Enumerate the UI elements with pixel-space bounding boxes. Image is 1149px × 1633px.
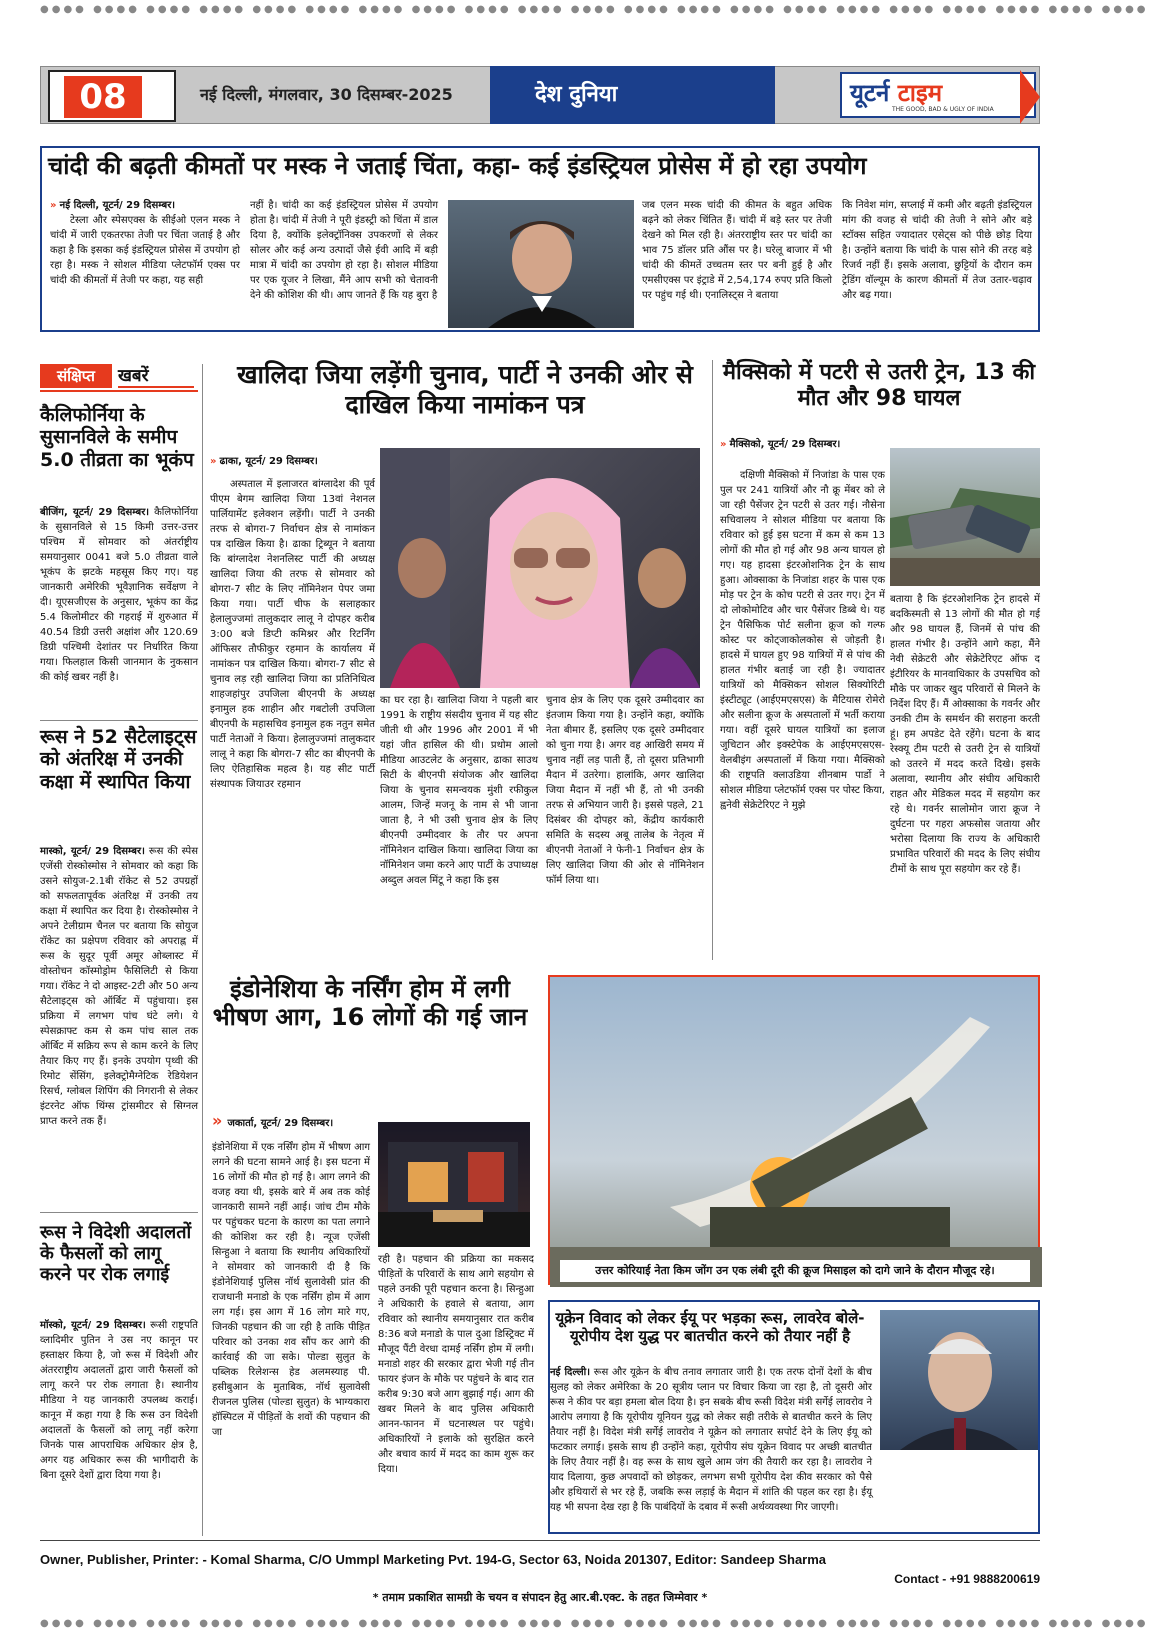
missile-photo-caption: उत्तर कोरियाई नेता किम जोंग उन एक लंबी दूरी की क्रूज मिसाइल को दागे जाने के दौरान मौजूद रहे। bbox=[560, 1260, 1030, 1282]
brief-quake-body: कैलिफोर्निया के सुसानविले से 15 किमी उत्तर-उत्तर पश्चिम में सोमवार को अंतर्राष्ट्रीय समयानुसार 0041 बजे 5.0 तीव्रता वाले भूकंप के झटके महसूस किए गए। यह जानकारी अमेरिकी भूवैज्ञानिक सर्वेक्षण ने दी। यूएसजीएस के अनुसार, भूकंप का केंद्र 5.4 किलोमीटर की गहराई में शुरुआत में 40.54 डिग्री उत्तरी अक्षांश और 120.69 डिग्री पश्चिमी देशांतर पर निर्धारित किया गया। फिलहाल किसी जानमान के नुकसान की कोई खबर नहीं है। bbox=[40, 507, 198, 683]
photo-nursing-home-fire bbox=[378, 1122, 530, 1247]
story-musk-col4: कि निवेश मांग, सप्लाई में कमी और बढ़ती इंडस्ट्रियल मांग की वजह से चांदी की तेजी ने सोने और बड़े स्टॉक्स सहित ज्यादातर एसेट्स को पीछे छोड़ दिया है। उन्होंने बताया कि चांदी के पास सोने की तरह बड़े रिजर्व नहीं हैं। इसके अलावा, छुट्टियों के दौरान कम ट्रेडिंग वॉल्यूम के कारण कीमतों में तेज उतार-चढ़ाव और बढ़ गया। bbox=[842, 200, 1032, 301]
brief-courts bbox=[40, 1318, 198, 1528]
brief-label-box: संक्षिप्त bbox=[40, 364, 112, 388]
story-indonesia-col1: इंडोनेशिया में एक नर्सिंग होम में भीषण आग लगने की घटना सामने आई है। इस घटना में 16 लोगों की मौत हो गई है। आग लगने की वजह क्या थी, इसके बारे में अब तक कोई जानकारी सामने नहीं आई। जांच टीम मौके पर पहुंचकर घटना के कारण का पता लगाने की कोशिश कर रही है। न्यूज एजेंसी सिन्हुआ ने बताया कि स्थानीय अधिकारियों ने सोमवार को जानकारी दी है कि इंडोनेशियाई पुलिस नॉर्थ सुलावेसी प्रांत की राजधानी मनाडो के एक नर्सिंग होम में आग लग गई। इस आग में 16 लोग मारे गए, जिनकी पहचान की जा रही है ताकि पीड़ित परिवार को उनका शव सौंप कर आगे की कार्रवाई की जा सके। पोल्डा सुलुत के पब्लिक रिलेशन्स हेड अलमस्याह पी. हसीबुआन के मुताबिक, नॉर्थ सुलावेसी रीजनल पुलिस (पोल्डा सुलुत) के भाग्यकारा हॉस्पिटल में पीड़ितों के शवों की पहचान की जा bbox=[212, 1142, 370, 1438]
story-khaleda-col1-text: अस्पताल में इलाजरत बांग्लादेश की पूर्व पीएम बेगम खालिदा जिया 13वां नेशनल पार्लियामेंट इलेक्शन लड़ेंगी। पार्टी ने उनकी तरफ से बोगरा-7 निर्वाचन क्षेत्र से नामांकन पत्र दाखिल किया है। ढाका ट्रिब्यून ने बताया कि बांग्लादेश नेशनलिस्ट पार्टी की अध्यक्ष खालिदा जिया की तरफ से सोमवार को बोगरा-7 सीट के लिए नॉमिनेशन पेपर जमा किया गया। पार्टी चीफ के सलाहकार हेलालुज्जमां तालुकदार लालू ने दोपहर करीब 3:00 बजे डिप्टी कमिश्नर और रिटर्निंग ऑफिसर तौफीकुर रहमान के कार्यालय में नामांकन पत्र दाखिल किया। बोगरा-7 सीट से चुनाव लड़ रही खालिदा जिया का प्रतिनिधित्व शाहजहांपुर उपजिला बीएनपी के अध्यक्ष इनामुल हक शाहीन और गबटोली उपजिला बीएनपी के महासचिव इनामुल हक नतुन समेत पार्टी नेताओं ने किया। हेलालुज्जमां तालुकदार लालू ने कहा कि बोगरा-7 सीट का बीएनपी के लिए ऐतिहासिक महत्व है। यह सीट पार्टी संस्थापक जियाउर रहमान bbox=[210, 479, 375, 790]
brief-quake-dateline: बीजिंग, यूटर्न/ 29 दिसम्बर। bbox=[40, 507, 150, 518]
story-musk-col2: नहीं है। चांदी का कई इंडस्ट्रियल प्रोसेस में उपयोग होता है। चांदी में तेजी ने पूरी इंडस्ट्री को चिंता में डाल दिया है, क्योंकि इलेक्ट्रॉनिक्स उपकरणों से लेकर सोलर और कई अन्य उत्पादों जैसे ईवी आदि में बड़ी मात्रा में चांदी का उपयोग हो रहा है। सोशल मीडिया पर एक यूजर ने लिखा, मैंने आप सभी को चेतावनी देने की कोशिश की थी। आप जानते हैं कि यह बुरा है bbox=[250, 200, 438, 301]
story-lavrov-dateline: नई दिल्ली। bbox=[550, 1367, 591, 1378]
newspaper-logo bbox=[840, 72, 1036, 118]
story-musk-col1-text: टेस्ला और स्पेसएक्स के सीईओ एलन मस्क ने चांदी में जारी एकतरफा तेजी पर चिंता जताई है और कहा है कि इसका कई इंडस्ट्रियल प्रोसेस में उपयोग हो रहा है। मस्क ने सोशल मीडिया प्लेटफॉर्म एक्स पर चांदी की कीमतों में तेजी पर कहा, यह सही bbox=[50, 215, 240, 286]
section-title: देश दुनिया bbox=[490, 66, 775, 124]
story-lavrov-body: रूस और यूक्रेन के बीच तनाव लगातार जारी है। एक तरफ दोनों देशों के बीच सुलह को लेकर अमेरिका के 20 सूत्रीय प्लान पर विचार किया जा रहा है, तो दूसरी ओर रूस ने कीव पर बड़ा हमला बोल दिया है। इन सबके बीच रूसी विदेश मंत्री सर्गेई लावरोव ने आरोप लगाया है कि यूरोपीय यूनियन युद्ध को लेकर सही तरीके से बातचीत करने के लिए तैयार नहीं है। विदेश मंत्री सर्गेई लावरोव ने यूक्रेन को लगातार सपोर्ट देने के लिए ईयू को फटकार लगाई। इसके साथ ही उन्होंने कहा, यूरोपीय संघ यूक्रेन विवाद पर अच्छी बातचीत के लिए तैयार नहीं है। वह रूस के साथ खुले आम जंग की तैयारी कर रहा है। लावरोव ने याद दिलाया, कुछ अपवादों को छोड़कर, लगभग सभी यूरोपीय देश कीव सरकार को पैसे और हथियारों से भर रहे हैं, जबकि रूस लड़ाई के मैदान में शांति की पहल कर रहा है। ईयू यह भी सपना देख रहा है कि पाबंदियों के दबाव में रूसी अर्थव्यवस्था गिर जाएगी। bbox=[550, 1367, 873, 1513]
story-musk-col3: जब एलन मस्क चांदी की कीमत के बहुत अधिक बढ़ने को लेकर चिंतित हैं। चांदी में बड़े स्तर पर तेजी देखने को मिल रही है। अंतरराष्ट्रीय स्तर पर चांदी का भाव 75 डॉलर प्रति औंस पर है। घरेलू बाजार में भी चांदी की कीमतें उच्चतम स्तर पर बनी हुई है और एमसीएक्स पर इंट्राडे में 2,54,174 रुपए प्रति किलो पर पहुंच गई थी। एनालिस्ट्स ने बताया bbox=[642, 200, 832, 301]
story-indonesia-dateline: जकार्ता, यूटर्न/ 29 दिसम्बर। bbox=[227, 1118, 334, 1129]
page-number: 08 bbox=[64, 76, 142, 118]
logo-main: यूटर्न bbox=[850, 79, 890, 107]
brief-russia-headline: रूस ने 52 सैटेलाइट्स को अंतरिक्ष में उनकी कक्षा में स्थापित किया bbox=[40, 726, 197, 793]
story-indonesia-col2: रही है। पहचान की प्रक्रिया का मकसद पीड़ितों के परिवारों के साथ आगे सहयोग से पहले उनकी पूरी पहचान करना है। सिन्हुआ ने अधिकारी के हवाले से बताया, आग रविवार को स्थानीय समयानुसार रात करीब 8:36 बजे मनाडो के पाल दुआ डिस्ट्रिक्ट में मौजूद पैंटी वेरधा दामई नर्सिंग होम में लगी। मनाडो शहर की सरकार द्वारा भेजी गई तीन फायर इंजन के मौके पर पहुंचने के बाद रात करीब 9:30 बजे आग बुझाई गई। आग की खबर मिलने के बाद पुलिस अधिकारी आनन-फानन में घटनास्थल पर पहुंचे। अधिकारियों ने इलाके को सुरक्षित करने और बचाव कार्य में मदद का काम शुरू कर दिया। bbox=[378, 1254, 534, 1475]
footer-contact: Contact - +91 9888200619 bbox=[894, 1572, 1040, 1586]
brief-rule bbox=[40, 390, 198, 392]
story-khaleda-col1: » ढाका, यूटर्न/ 29 दिसम्बर। अस्पताल में इलाजरत बांग्लादेश की पूर्व पीएम बेगम खालिदा जिया 13वां नेशनल पार्लियामेंट इलेक्शन लड़ेंगी। पार्टी ने उनकी तरफ से बोगरा-7 निर्वाचन क्षेत्र से नामांकन पत्र दाखिल किया है। ढाका ट्रिब्यून ने बताया कि बांग्लादेश नेशनलिस्ट पार्टी की अध्यक्ष खालिदा जिया की तरफ से सोमवार को बोगरा-7 सीट के लिए नॉमिनेशन पेपर जमा किया गया। पार्टी चीफ के सलाहकार हेलालुज्जमां तालुकदार लालू ने दोपहर करीब 3:00 बजे डिप्टी कमिश्नर और रिटर्निंग ऑफिसर तौफीकुर रहमान के कार्यालय में नामांकन पत्र दाखिल किया। बोगरा-7 सीट से चुनाव लड़ रही खालिदा जिया का प्रतिनिधित्व शाहजहांपुर उपजिला बीएनपी के अध्यक्ष इनामुल हक शाहीन और गबटोली उपजिला बीएनपी के महासचिव इनामुल हक नतुन समेत पार्टी नेताओं ने किया। हेलालुज्जमां तालुकदार लालू ने कहा कि बोगरा-7 सीट का बीएनपी के लिए ऐतिहासिक महत्व है। यह सीट पार्टी संस्थापक जियाउर रहमान bbox=[210, 456, 375, 790]
story-lavrov-headline: यूक्रेन विवाद को लेकर ईयू पर भड़का रूस, लावरेव बोले- यूरोपीय देश युद्ध पर बातचीत करने को तैयार नहीं है bbox=[555, 1309, 865, 1345]
footer-imprint: Owner, Publisher, Printer: - Komal Sharma, C/O Ummpl Marketing Pvt. 194-G, Sector 63, Noida 201307, Editor: Sandeep Sharma bbox=[40, 1552, 827, 1567]
story-khaleda-dateline: ढाका, यूटर्न/ 29 दिसम्बर। bbox=[219, 456, 318, 467]
page-number-box bbox=[48, 70, 176, 122]
logo-tagline: THE GOOD, BAD & UGLY OF INDIA bbox=[892, 106, 994, 113]
story-mexico-col1: » मैक्सिको, यूटर्न/ 29 दिसम्बर। दक्षिणी मैक्सिको में निजांडा के पास एक पुल पर 241 यात्रियों और नौ क्रू मेंबर को ले जा रही पैसेंजर ट्रेन पटरी से उतर गई। नौसेना सचिवालय ने सोशल मीडिया पर बताया कि रविवार को हुई इस घटना में कम से कम 13 लोगों की मौत हो गई और 98 अन्य घायल हो गए। यह हादसा इंटरओशनिक ट्रेन के साथ हुआ। ओक्साका के निजांडा शहर के पास एक मोड़ पर ट्रेन के कोच पटरी से उतर गए। ट्रेन में दो लोकोमोटिव और चार पैसेंजर डिब्बे थे। यह ट्रेन पैसिफिक पोर्ट सलीना क्रूज को गल्फ कोस्ट पर कोट्जाकोलकोस से जोड़ती है। हादसे में घायल हुए 98 यात्रियों में से पांच की हालत गंभीर बताई जा रही है। ज्यादातर यात्रियों को मैक्सिकन सोशल सिक्योरिटी इंस्टीट्यूट (आईएमएसएस) के मैटियास रोमेरो और सलीना क्रूज के अस्पतालों में भर्ती कराया गया। वहीं दूसरे घायल यात्रियों का इलाज जुचिटान और इक्स्टेपेक के आईएमएसएस-वेलबीइंग अस्पतालों में किया गया। मैक्सिको की राष्ट्रपति क्लाउडिया शीनबाम पार्डो ने सोशल मीडिया प्लेटफॉर्म एक्स पर पोस्ट किया, ह्वनेवी सेक्रेटेरिएट ने मुझे bbox=[720, 439, 885, 811]
brief-quake bbox=[40, 505, 198, 715]
story-mexico-headline: मैक्सिको में पटरी से उतरी ट्रेन, 13 की मौत और 98 घायल bbox=[722, 360, 1036, 411]
photo-missile-launch bbox=[548, 975, 1040, 1285]
brief-courts-headline: रूस ने विदेशी अदालतों के फैसलों को लागू करने पर रोक लगाई bbox=[40, 1222, 192, 1286]
photo-elon-musk bbox=[448, 200, 634, 328]
story-mexico-col2: बताया है कि इंटरओशनिक ट्रेन हादसे में बदकिस्मती से 13 लोगों की मौत हो गई और 98 घायल हैं, जिनमें से पांच की हालत गंभीर है। उन्होंने आगे कहा, मैंने नेवी सेक्रेटरी और सेक्रेटेरिएट ऑफ द इंटीरियर के मानवाधिकार के उपसचिव को मौके पर जाकर खुद परिवारों से मिलने के निर्देश दिए हैं। मैं ओक्साका के गवर्नर और उनकी टीम के समर्थन की सराहना करती हूं। हम अपडेट देते रहेंगे। घटना के बाद रेस्क्यू टीम पटरी से उतरी ट्रेन से यात्रियों को उतरने में मदद करते दिखे। इसके अलावा, स्थानीय और संघीय अधिकारी राहत और मेडिकल मदद में सहयोग कर रहे थे। गवर्नर सालोमोन जारा क्रूज ने दुर्घटना पर गहरा अफसोस जताया और भरोसा दिलाया कि राज्य के अधिकारी प्रभावित परिवारों की मदद के लिए संघीय टीमों के साथ पूरा सहयोग कर रहे हैं। bbox=[890, 594, 1040, 875]
story-mexico-col1-text: दक्षिणी मैक्सिको में निजांडा के पास एक पुल पर 241 यात्रियों और नौ क्रू मेंबर को ले जा रही पैसेंजर ट्रेन पटरी से उतर गई। नौसेना सचिवालय ने सोशल मीडिया पर बताया कि रविवार को हुई इस घटना में कम से कम 13 लोगों की मौत हो गई और 98 अन्य घायल हो गए। यह हादसा इंटरओशनिक ट्रेन के साथ हुआ। ओक्साका के निजांडा शहर के पास एक मोड़ पर ट्रेन के कोच पटरी से उतर गए। ट्रेन में दो लोकोमोटिव और चार पैसेंजर डिब्बे थे। यह ट्रेन पैसिफिक पोर्ट सलीना क्रूज को गल्फ कोस्ट पर कोट्जाकोलकोस से जोड़ती है। हादसे में घायल हुए 98 यात्रियों में से पांच की हालत गंभीर बताई जा रही है। ज्यादातर यात्रियों को मैक्सिकन सोशल सिक्योरिटी इंस्टीट्यूट (आईएमएसएस) के मैटियास रोमेरो और सलीना क्रूज के अस्पतालों में भर्ती कराया गया। वहीं दूसरे घायल यात्रियों का इलाज जुचिटान और इक्स्टेपेक के आईएमएसएस-वेलबीइंग अस्पतालों में किया गया। मैक्सिको की राष्ट्रपति क्लाउडिया शीनबाम पार्डो ने सोशल मीडिया प्लेटफॉर्म एक्स पर पोस्ट किया, ह्वनेवी सेक्रेटेरिएट ने मुझे bbox=[720, 470, 885, 811]
photo-khaleda-zia bbox=[380, 448, 700, 688]
brief-quake-headline: कैलिफोर्निया के सुसानविले के समीप 5.0 तीव्रता का भूकंप bbox=[40, 404, 194, 471]
brief-divider bbox=[40, 720, 198, 721]
footer-disclaimer: * तमाम प्रकाशित सामग्री के चयन व संपादन हेतु आर.बी.एक्ट. के तहत जिम्मेवार * bbox=[372, 1591, 708, 1604]
brief-courts-body: रूसी राष्ट्रपति व्लादिमीर पुतिन ने उस नए कानून पर हस्ताक्षर किया है, जो रूस में विदेशी और अंतरराष्ट्रीय अदालतों द्वारा जारी फैसलों को लागू करने पर रोक लगाता है। स्थानीय मीडिया ने यह जानकारी उपलब्ध कराई। कानून में कहा गया है कि रूस उन विदेशी अदालतों के फैसलों को लागू नहीं करेगा जिनके पास आपराधिक अधिकार क्षेत्र है, अगर यह अधिकार रूस की भागीदारी के बिना दूसरे देशों द्वारा दिया गया है। bbox=[40, 1320, 198, 1481]
story-musk-dateline: नई दिल्ली, यूटर्न/ 29 दिसम्बर। bbox=[59, 200, 176, 211]
story-mexico-dateline: मैक्सिको, यूटर्न/ 29 दिसम्बर। bbox=[729, 439, 841, 450]
brief-russia-body: रूस की स्पेस एजेंसी रोस्कोस्मोस ने सोमवार को कहा कि उसने सोयुज-2.1बी रॉकेट से 52 उपग्रहों को सफलतापूर्वक अंतरिक्ष में उनकी तय कक्षा में स्थापित कर दिया है। रोस्कोस्मोस ने अपने टेलीग्राम चैनल पर बताया कि सोयुज रॉकेट का प्रक्षेपण रविवार को अपराह्न में रूस के सुदूर पूर्वी अमूर ओब्लास्ट में वोस्तोचन कॉस्मोड्रोम फैसिलिटी से किया गया। रॉकेट ने दो आइस्ट-2टी और 50 अन्य सैटेलाइट्स को ऑर्बिट में पहुंचाया। इस प्रक्रिया में लगभग पांच घंटे लगे। ये स्पेसक्राफ्ट कम से कम पांच साल तक ऑर्बिट में सक्रिय रूप से काम करने के लिए तैयार किए गए हैं। इनके उपयोग पृथ्वी की रिमोट सेंसिंग, इलेक्ट्रोमैग्नेटिक रेडियेशन रिसर्च, ग्लोबल शिपिंग की निगरानी से लेकर इंटरनेट ऑफ थिंग्स ट्रांसमीटर से सिग्नल प्राप्त करने तक हैं। bbox=[40, 846, 199, 1127]
story-khaleda-headline: खालिदा जिया लड़ेंगी चुनाव, पार्टी ने उनकी ओर से दाखिल किया नामांकन पत्र bbox=[237, 360, 693, 419]
brief-russia bbox=[40, 844, 198, 1208]
column-rule-2 bbox=[712, 360, 713, 960]
date-line: नई दिल्ली, मंगलवार, 30 दिसम्बर-2025 bbox=[200, 85, 453, 104]
story-khaleda-col2: का घर रहा है। खालिदा जिया ने पहली बार 1991 के राष्ट्रीय संसदीय चुनाव में यह सीट जीती थी और 1996 और 2001 में भी यहां जीत हासिल की थी। प्रथोम आलो मीडिया आउटलेट के अनुसार, ढाका साउथ सिटी के बीएनपी संयोजक और खालिदा जिया के चुनाव समन्वयक मुंशी रफीकुल आलम, जिन्हें मजनू के नाम से भी जाना जाता है, ने भी उसी चुनाव क्षेत्र के लिए बीएनपी उम्मीदवार के तौर पर अपना नॉमिनेशन दाखिल किया। खालिदा जिया का नॉमिनेशन जमा करने आए पार्टी के उपाध्यक्ष अब्दुल अवल मिंटू ने कहा कि इस bbox=[380, 695, 538, 886]
print-registration-marks-bottom: ●●●● ●●●● ●●●● ●●●● ●●●● ●●●● ●●●● ●●●● ●●●● ●●●● ●●●● ●●●● ●●●● ●●●● ●●●● ●●●● ●●●● ●●●● ●●●● ●●●● ●●●● bbox=[40, 1618, 1149, 1629]
story-lavrov-box bbox=[548, 1300, 1040, 1534]
photo-derailed-train bbox=[890, 448, 1040, 586]
print-registration-marks-top: ●●●● ●●●● ●●●● ●●●● ●●●● ●●●● ●●●● ●●●● ●●●● ●●●● ●●●● ●●●● ●●●● ●●●● ●●●● ●●●● ●●●● ●●●● ●●●● ●●●● ●●●● bbox=[40, 4, 1149, 15]
brief-russia-dateline: मास्को, यूटर्न/ 29 दिसम्बर। bbox=[40, 846, 145, 857]
column-rule bbox=[202, 364, 203, 1536]
story-musk-col1: » नई दिल्ली, यूटर्न/ 29 दिसम्बर। टेस्ला और स्पेसएक्स के सीईओ एलन मस्क ने चांदी में जारी एकतरफा तेजी पर चिंता जताई है और कहा है कि इसका कई इंडस्ट्रियल प्रोसेस में उपयोग हो रहा है। मस्क ने सोशल मीडिया प्लेटफॉर्म एक्स पर चांदी की कीमतों में तेजी पर कहा, यह सही bbox=[50, 200, 240, 286]
story-musk-headline: चांदी की बढ़ती कीमतों पर मस्क ने जताई चिंता, कहा- कई इंडस्ट्रियल प्रोसेस में हो रहा उपयोग bbox=[48, 152, 867, 180]
brief-label-text: खबरें bbox=[118, 364, 194, 388]
story-khaleda-col3: चुनाव क्षेत्र के लिए एक दूसरे उम्मीदवार का इंतजाम किया गया है। उन्होंने कहा, क्योंकि नेता बीमार हैं, इसलिए एक दूसरे उम्मीदवार को चुना गया है। अगर वह आखिरी समय में चुनाव नहीं लड़ पाती हैं, तो दूसरा प्रतिभागी मैदान में उतरेगा। हालांकि, अगर खालिदा जिया मैदान में नहीं भी हैं, तो भी उनकी तरफ से अभियान जारी है। इससे पहले, 21 दिसंबर की दोपहर को, केंद्रीय कार्यकारी समिति के सदस्य अबू तालेब के नेतृत्व में बीएनपी नेताओं ने फेनी-1 निर्वाचन क्षेत्र के लिए खालिदा जिया की ओर से नॉमिनेशन फॉर्म लिया था। bbox=[546, 695, 704, 886]
footer-rule bbox=[40, 1540, 1040, 1541]
logo-accent: टाइम bbox=[897, 79, 943, 107]
brief-courts-dateline: मॉस्को, यूटर्न/ 29 दिसम्बर। bbox=[40, 1320, 146, 1331]
story-indonesia-headline: इंडोनेशिया के नर्सिंग होम में लगी भीषण आग, 16 लोगों की गई जान bbox=[212, 975, 528, 1032]
logo-arrow-icon bbox=[1020, 70, 1040, 124]
brief-divider-2 bbox=[40, 1212, 198, 1213]
